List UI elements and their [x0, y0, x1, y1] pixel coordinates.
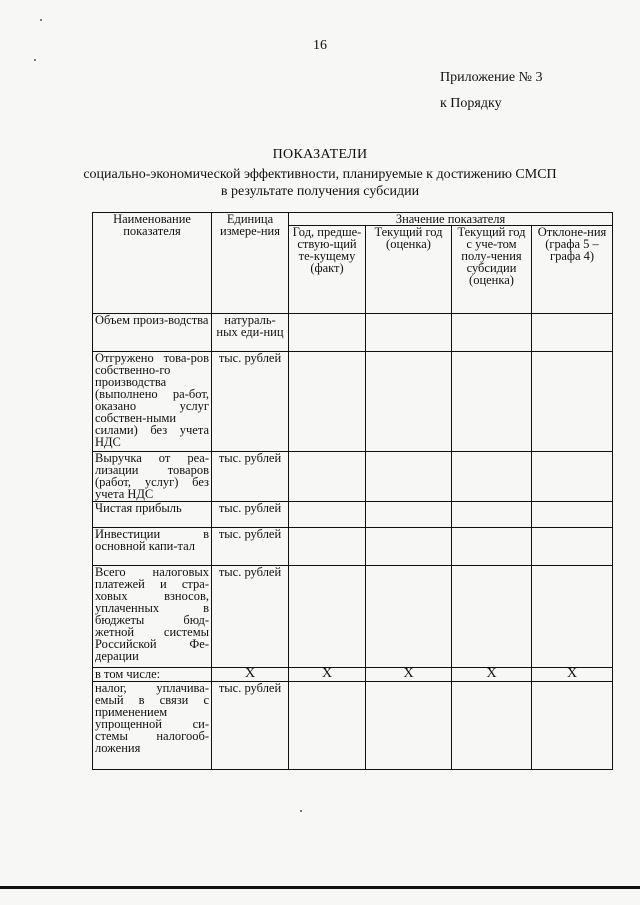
subtitle-line-1: социально-экономической эффективности, планируемые к достижению СМСП: [83, 167, 557, 182]
value-cell: [289, 682, 366, 770]
value-cell: [366, 352, 452, 452]
indicator-name: Всего налоговых платежей и стра-ховых взносов, уплаченных в бюджеты бюд-жетной системы Российской Фе-дерации: [93, 566, 212, 668]
indicator-unit: тыс. рублей: [212, 566, 289, 668]
table-row: [93, 314, 613, 352]
table-row: [93, 502, 613, 528]
value-cell: [452, 352, 532, 452]
value-cell: [532, 452, 613, 502]
appendix-label: Приложение № 3: [440, 70, 543, 85]
cross-mark: Х: [532, 668, 613, 682]
table-row: [93, 566, 613, 668]
indicator-name: налог, уплачива-емый в связи с применением упрощенной си-стемы налогооб-ложения: [93, 682, 212, 770]
cross-mark: Х: [212, 668, 289, 682]
indicator-unit: натураль-ных еди-ниц: [212, 314, 289, 352]
value-cell: [366, 528, 452, 566]
value-cell: [289, 502, 366, 528]
scan-speck: [300, 810, 302, 812]
value-cell: [366, 566, 452, 668]
value-cell: [366, 682, 452, 770]
header-indicator-name: Наименование показателя: [93, 213, 212, 314]
indicator-name: Объем произ-водства: [93, 314, 212, 352]
value-cell: [532, 566, 613, 668]
table-header-row: [93, 213, 613, 226]
subtitle-line-2: в результате получения субсидии: [220, 184, 420, 199]
header-previous-year: Год, предше-ствую-щий те-кущему (факт): [289, 226, 366, 314]
value-cell: [452, 502, 532, 528]
indicator-unit: тыс. рублей: [212, 682, 289, 770]
indicator-unit: тыс. рублей: [212, 502, 289, 528]
value-cell: [366, 452, 452, 502]
value-cell: [289, 566, 366, 668]
header-value-group: Значение показателя: [289, 213, 613, 226]
value-cell: [289, 352, 366, 452]
value-cell: [452, 566, 532, 668]
value-cell: [452, 682, 532, 770]
table-row-including: [93, 668, 613, 682]
cross-mark: Х: [452, 668, 532, 682]
scan-speck: [34, 59, 36, 61]
table-row: [93, 452, 613, 502]
value-cell: [532, 528, 613, 566]
value-cell: [452, 528, 532, 566]
header-current-year-with-subsidy: Текущий год с уче-том полу-чения субсидии (оценка): [452, 226, 532, 314]
value-cell: [532, 682, 613, 770]
indicator-name: Отгружено това-ров собственно-го производства (выполнено ра-бот, оказано услуг собствен-ными силами) без учета НДС: [93, 352, 212, 452]
table-row: [93, 682, 613, 770]
cross-mark: Х: [289, 668, 366, 682]
table-row: [93, 528, 613, 566]
indicator-unit: тыс. рублей: [212, 452, 289, 502]
value-cell: [366, 314, 452, 352]
including-label: в том числе:: [93, 668, 212, 682]
indicator-name: Выручка от реа-лизации товаров (работ, услуг) без учета НДС: [93, 452, 212, 502]
document-title: ПОКАЗАТЕЛИ: [272, 147, 368, 162]
appendix-reference: к Порядку: [440, 96, 502, 111]
value-cell: [289, 314, 366, 352]
value-cell: [289, 528, 366, 566]
indicators-table: [92, 212, 613, 770]
value-cell: [532, 314, 613, 352]
page-number: 16: [313, 38, 327, 53]
value-cell: [452, 452, 532, 502]
document-subtitle: [40, 166, 600, 200]
value-cell: [366, 502, 452, 528]
indicator-name: Инвестиции в основной капи-тал: [93, 528, 212, 566]
scan-edge-line: [0, 886, 640, 889]
header-current-year: Текущий год (оценка): [366, 226, 452, 314]
table-row: [93, 352, 613, 452]
value-cell: [532, 502, 613, 528]
scan-speck: [40, 19, 42, 21]
value-cell: [452, 314, 532, 352]
indicator-unit: тыс. рублей: [212, 352, 289, 452]
cross-mark: Х: [366, 668, 452, 682]
value-cell: [532, 352, 613, 452]
value-cell: [289, 452, 366, 502]
indicator-unit: тыс. рублей: [212, 528, 289, 566]
indicator-name: Чистая прибыль: [93, 502, 212, 528]
header-deviation: Отклоне-ния (графа 5 – графа 4): [532, 226, 613, 314]
header-unit: Единица измере-ния: [212, 213, 289, 314]
